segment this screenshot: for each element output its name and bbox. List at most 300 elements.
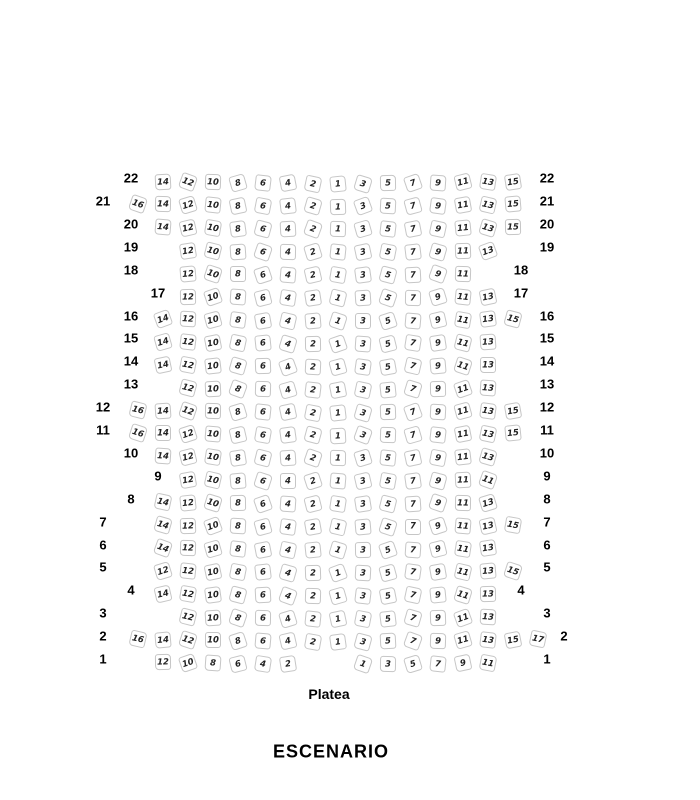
seat[interactable]	[404, 448, 423, 467]
seat[interactable]	[354, 335, 371, 352]
seat[interactable]	[280, 221, 297, 238]
seat[interactable]	[178, 447, 197, 466]
seat[interactable]	[329, 473, 346, 490]
seat[interactable]	[529, 630, 548, 649]
seat[interactable]	[179, 265, 196, 282]
seat[interactable]	[504, 516, 523, 535]
seat[interactable]	[128, 423, 148, 443]
seat[interactable]	[329, 495, 347, 513]
seat[interactable]	[504, 401, 523, 420]
seat[interactable]	[428, 493, 448, 513]
seat[interactable]	[354, 518, 371, 535]
seat[interactable]	[204, 333, 223, 352]
seat[interactable]	[279, 540, 298, 559]
seat[interactable]	[379, 472, 398, 491]
seat[interactable]	[453, 562, 472, 581]
seat[interactable]	[355, 313, 371, 329]
seat[interactable]	[355, 542, 371, 558]
seat[interactable]	[479, 424, 498, 443]
seat[interactable]	[379, 243, 398, 262]
seat[interactable]	[505, 219, 521, 235]
seat[interactable]	[154, 493, 173, 512]
seat[interactable]	[179, 356, 198, 375]
seat[interactable]	[228, 608, 248, 628]
seat[interactable]	[329, 609, 348, 628]
seat[interactable]	[279, 174, 298, 193]
seat[interactable]	[404, 586, 423, 605]
seat[interactable]	[353, 654, 373, 674]
seat[interactable]	[480, 357, 496, 373]
seat[interactable]	[229, 472, 246, 489]
seat[interactable]	[379, 381, 397, 399]
seat[interactable]	[278, 311, 297, 330]
seat[interactable]	[479, 402, 497, 420]
seat[interactable]	[304, 403, 323, 422]
seat[interactable]	[329, 380, 348, 399]
seat[interactable]	[453, 173, 472, 192]
seat[interactable]	[278, 563, 298, 583]
seat[interactable]	[253, 448, 272, 467]
seat[interactable]	[428, 516, 448, 536]
seat[interactable]	[229, 196, 248, 215]
seat[interactable]	[479, 654, 498, 673]
seat[interactable]	[254, 197, 273, 216]
seat[interactable]	[428, 311, 447, 330]
seat[interactable]	[379, 449, 397, 467]
seat[interactable]	[279, 426, 297, 444]
seat[interactable]	[353, 174, 373, 194]
seat[interactable]	[153, 538, 174, 559]
seat[interactable]	[305, 358, 322, 375]
seat[interactable]	[354, 495, 372, 513]
seat[interactable]	[353, 448, 373, 468]
seat[interactable]	[380, 175, 396, 191]
seat[interactable]	[255, 358, 272, 375]
seat[interactable]	[455, 243, 472, 260]
seat[interactable]	[178, 378, 198, 398]
seat[interactable]	[229, 334, 248, 353]
seat[interactable]	[378, 288, 398, 308]
seat[interactable]	[403, 654, 423, 674]
seat[interactable]	[429, 448, 448, 467]
seat[interactable]	[178, 653, 198, 673]
seat[interactable]	[378, 517, 398, 537]
seat[interactable]	[404, 541, 421, 558]
seat[interactable]	[378, 311, 398, 331]
seat[interactable]	[178, 218, 197, 237]
seat[interactable]	[254, 633, 271, 650]
seat[interactable]	[455, 495, 471, 511]
seat[interactable]	[378, 494, 397, 513]
seat[interactable]	[205, 380, 222, 397]
seat[interactable]	[479, 631, 497, 649]
seat[interactable]	[279, 289, 297, 307]
seat[interactable]	[479, 173, 497, 191]
seat[interactable]	[405, 290, 421, 306]
seat[interactable]	[254, 426, 273, 445]
seat[interactable]	[154, 219, 171, 236]
seat[interactable]	[279, 403, 298, 422]
seat[interactable]	[280, 244, 296, 260]
seat[interactable]	[378, 563, 398, 583]
seat[interactable]	[279, 266, 296, 283]
seat[interactable]	[354, 266, 372, 284]
seat[interactable]	[428, 242, 448, 262]
seat[interactable]	[429, 426, 447, 444]
seat[interactable]	[154, 402, 171, 419]
seat[interactable]	[478, 447, 498, 467]
seat[interactable]	[453, 607, 474, 628]
seat[interactable]	[305, 336, 321, 352]
seat[interactable]	[429, 655, 447, 673]
seat[interactable]	[328, 586, 348, 606]
seat[interactable]	[478, 469, 499, 490]
seat[interactable]	[253, 265, 273, 285]
seat[interactable]	[203, 493, 223, 513]
seat[interactable]	[153, 309, 174, 330]
seat[interactable]	[228, 654, 247, 673]
seat[interactable]	[230, 266, 246, 282]
seat[interactable]	[204, 357, 222, 375]
seat[interactable]	[253, 219, 273, 239]
seat[interactable]	[229, 311, 247, 329]
seat[interactable]	[354, 380, 373, 399]
seat[interactable]	[429, 563, 448, 582]
seat[interactable]	[378, 540, 398, 560]
seat[interactable]	[279, 655, 297, 673]
seat[interactable]	[203, 539, 223, 559]
seat[interactable]	[228, 173, 248, 193]
seat[interactable]	[403, 608, 423, 628]
seat[interactable]	[178, 195, 198, 215]
seat[interactable]	[304, 632, 323, 651]
seat[interactable]	[304, 381, 322, 399]
seat[interactable]	[255, 381, 272, 398]
seat[interactable]	[178, 424, 198, 444]
seat[interactable]	[228, 631, 248, 651]
seat[interactable]	[478, 493, 498, 513]
seat[interactable]	[329, 244, 347, 262]
seat[interactable]	[254, 311, 273, 330]
seat[interactable]	[355, 564, 372, 581]
seat[interactable]	[379, 220, 397, 238]
seat[interactable]	[380, 427, 397, 444]
seat[interactable]	[253, 517, 273, 537]
seat[interactable]	[380, 198, 397, 215]
seat[interactable]	[229, 540, 247, 558]
seat[interactable]	[504, 196, 521, 213]
seat[interactable]	[304, 289, 322, 307]
seat[interactable]	[280, 473, 296, 489]
seat[interactable]	[404, 495, 421, 512]
seat[interactable]	[253, 242, 273, 262]
seat[interactable]	[153, 561, 173, 581]
seat[interactable]	[205, 632, 221, 648]
seat[interactable]	[203, 516, 224, 537]
seat[interactable]	[179, 242, 197, 260]
seat[interactable]	[429, 174, 446, 191]
seat[interactable]	[228, 425, 247, 444]
seat[interactable]	[255, 587, 272, 604]
seat[interactable]	[254, 564, 272, 582]
seat[interactable]	[254, 174, 272, 192]
seat[interactable]	[278, 380, 298, 400]
seat[interactable]	[354, 358, 372, 376]
seat[interactable]	[404, 472, 422, 490]
seat[interactable]	[378, 334, 397, 353]
seat[interactable]	[453, 378, 473, 398]
seat[interactable]	[403, 402, 424, 423]
seat[interactable]	[203, 287, 223, 307]
seat[interactable]	[278, 609, 298, 629]
seat[interactable]	[203, 471, 222, 490]
seat[interactable]	[128, 629, 147, 648]
seat[interactable]	[230, 518, 247, 535]
seat[interactable]	[228, 585, 248, 605]
seat[interactable]	[454, 196, 473, 215]
seat[interactable]	[455, 266, 472, 283]
seat[interactable]	[153, 332, 173, 352]
seat[interactable]	[253, 494, 273, 514]
seat[interactable]	[353, 632, 373, 652]
seat[interactable]	[405, 519, 421, 535]
seat[interactable]	[330, 221, 347, 238]
seat[interactable]	[254, 403, 272, 421]
seat[interactable]	[203, 310, 223, 330]
seat[interactable]	[229, 220, 247, 238]
seat[interactable]	[304, 541, 322, 559]
seat[interactable]	[453, 631, 473, 651]
seat[interactable]	[203, 264, 223, 284]
seat[interactable]	[229, 563, 248, 582]
seat[interactable]	[254, 540, 273, 559]
seat[interactable]	[504, 172, 522, 190]
seat[interactable]	[479, 380, 496, 397]
seat[interactable]	[304, 518, 323, 537]
seat[interactable]	[429, 197, 447, 215]
seat[interactable]	[479, 334, 496, 351]
seat[interactable]	[403, 357, 422, 376]
seat[interactable]	[229, 449, 247, 467]
seat[interactable]	[155, 173, 172, 190]
seat[interactable]	[453, 333, 472, 352]
seat[interactable]	[204, 609, 221, 626]
seat[interactable]	[303, 219, 324, 240]
seat[interactable]	[378, 265, 398, 285]
seat[interactable]	[404, 243, 422, 261]
seat[interactable]	[178, 607, 197, 626]
seat[interactable]	[353, 472, 372, 491]
seat[interactable]	[328, 311, 348, 331]
seat[interactable]	[429, 357, 446, 374]
seat[interactable]	[204, 562, 223, 581]
seat[interactable]	[155, 654, 171, 670]
seat[interactable]	[453, 356, 473, 376]
seat[interactable]	[354, 609, 373, 628]
seat[interactable]	[430, 381, 446, 397]
seat[interactable]	[278, 356, 299, 377]
seat[interactable]	[278, 632, 297, 651]
seat[interactable]	[379, 586, 398, 605]
seat[interactable]	[155, 196, 171, 212]
seat[interactable]	[379, 610, 397, 628]
seat[interactable]	[453, 402, 473, 422]
seat[interactable]	[228, 379, 249, 400]
seat[interactable]	[454, 540, 472, 558]
seat[interactable]	[303, 197, 323, 217]
seat[interactable]	[454, 311, 473, 330]
seat[interactable]	[128, 400, 147, 419]
seat[interactable]	[379, 357, 398, 376]
seat[interactable]	[278, 585, 299, 606]
seat[interactable]	[303, 426, 323, 446]
seat[interactable]	[479, 310, 497, 328]
seat[interactable]	[454, 517, 471, 534]
seat[interactable]	[155, 425, 171, 441]
seat[interactable]	[404, 563, 422, 581]
seat[interactable]	[504, 425, 522, 443]
seat[interactable]	[329, 404, 347, 422]
seat[interactable]	[179, 585, 198, 604]
seat[interactable]	[429, 334, 447, 352]
seat[interactable]	[404, 312, 421, 329]
seat[interactable]	[404, 220, 423, 239]
seat[interactable]	[204, 655, 221, 672]
seat[interactable]	[428, 264, 449, 285]
seat[interactable]	[354, 290, 371, 307]
seat[interactable]	[230, 495, 246, 511]
seat[interactable]	[279, 197, 297, 215]
seat[interactable]	[428, 471, 448, 491]
seat[interactable]	[229, 289, 246, 306]
seat[interactable]	[329, 266, 348, 285]
seat[interactable]	[403, 425, 423, 445]
seat[interactable]	[304, 312, 321, 329]
seat[interactable]	[154, 355, 173, 374]
seat[interactable]	[403, 379, 423, 399]
seat[interactable]	[480, 586, 496, 602]
seat[interactable]	[380, 656, 396, 672]
seat[interactable]	[229, 243, 246, 260]
seat[interactable]	[303, 494, 322, 513]
seat[interactable]	[453, 585, 473, 605]
seat[interactable]	[303, 471, 323, 491]
seat[interactable]	[478, 195, 497, 214]
seat[interactable]	[179, 470, 198, 489]
seat[interactable]	[180, 288, 196, 304]
seat[interactable]	[204, 197, 222, 215]
seat[interactable]	[504, 630, 523, 649]
seat[interactable]	[180, 517, 197, 534]
seat[interactable]	[353, 425, 374, 446]
seat[interactable]	[454, 288, 472, 306]
seat[interactable]	[430, 403, 447, 420]
seat[interactable]	[454, 219, 472, 237]
seat[interactable]	[305, 587, 322, 604]
seat[interactable]	[303, 266, 322, 285]
seat[interactable]	[204, 219, 223, 238]
seat[interactable]	[503, 561, 523, 581]
seat[interactable]	[153, 515, 173, 535]
seat[interactable]	[430, 610, 447, 627]
seat[interactable]	[205, 174, 222, 191]
seat[interactable]	[478, 240, 499, 261]
seat[interactable]	[128, 194, 148, 214]
seat[interactable]	[204, 426, 221, 443]
seat[interactable]	[328, 563, 349, 584]
seat[interactable]	[428, 287, 448, 307]
seat[interactable]	[154, 448, 171, 465]
seat[interactable]	[479, 539, 497, 557]
seat[interactable]	[404, 334, 422, 352]
seat[interactable]	[503, 309, 523, 329]
seat[interactable]	[328, 334, 348, 354]
seat[interactable]	[204, 586, 222, 604]
seat[interactable]	[454, 448, 472, 466]
seat[interactable]	[304, 610, 322, 628]
seat[interactable]	[279, 450, 296, 467]
seat[interactable]	[328, 288, 347, 307]
seat[interactable]	[330, 198, 347, 215]
seat[interactable]	[480, 609, 497, 626]
seat[interactable]	[454, 425, 473, 444]
seat[interactable]	[353, 219, 373, 239]
seat[interactable]	[305, 565, 322, 582]
seat[interactable]	[328, 540, 348, 560]
seat[interactable]	[330, 427, 347, 444]
seat[interactable]	[153, 584, 172, 603]
seat[interactable]	[330, 450, 346, 466]
seat[interactable]	[329, 633, 347, 651]
seat[interactable]	[478, 218, 498, 238]
seat[interactable]	[180, 311, 197, 328]
seat[interactable]	[403, 173, 423, 193]
seat[interactable]	[179, 494, 197, 512]
seat[interactable]	[354, 243, 373, 262]
seat[interactable]	[303, 242, 323, 262]
seat[interactable]	[205, 403, 221, 419]
seat[interactable]	[380, 633, 397, 650]
seat[interactable]	[154, 631, 171, 648]
seat[interactable]	[254, 655, 272, 673]
seat[interactable]	[403, 631, 424, 652]
seat[interactable]	[204, 448, 222, 466]
seat[interactable]	[454, 654, 473, 673]
seat[interactable]	[279, 518, 297, 536]
seat[interactable]	[178, 172, 199, 193]
seat[interactable]	[279, 495, 296, 512]
seat[interactable]	[228, 402, 248, 422]
seat[interactable]	[478, 516, 497, 535]
seat[interactable]	[180, 540, 197, 557]
seat[interactable]	[228, 356, 248, 376]
seat[interactable]	[203, 241, 222, 260]
seat[interactable]	[353, 403, 373, 423]
seat[interactable]	[303, 448, 323, 468]
seat[interactable]	[255, 610, 271, 626]
seat[interactable]	[178, 630, 198, 650]
seat[interactable]	[455, 472, 472, 489]
seat[interactable]	[179, 333, 197, 351]
seat[interactable]	[328, 517, 347, 536]
seat[interactable]	[254, 335, 272, 353]
seat[interactable]	[428, 540, 447, 559]
seat[interactable]	[328, 357, 348, 377]
seat[interactable]	[353, 196, 374, 217]
seat[interactable]	[479, 563, 496, 580]
seat[interactable]	[304, 174, 323, 193]
seat[interactable]	[429, 219, 448, 238]
